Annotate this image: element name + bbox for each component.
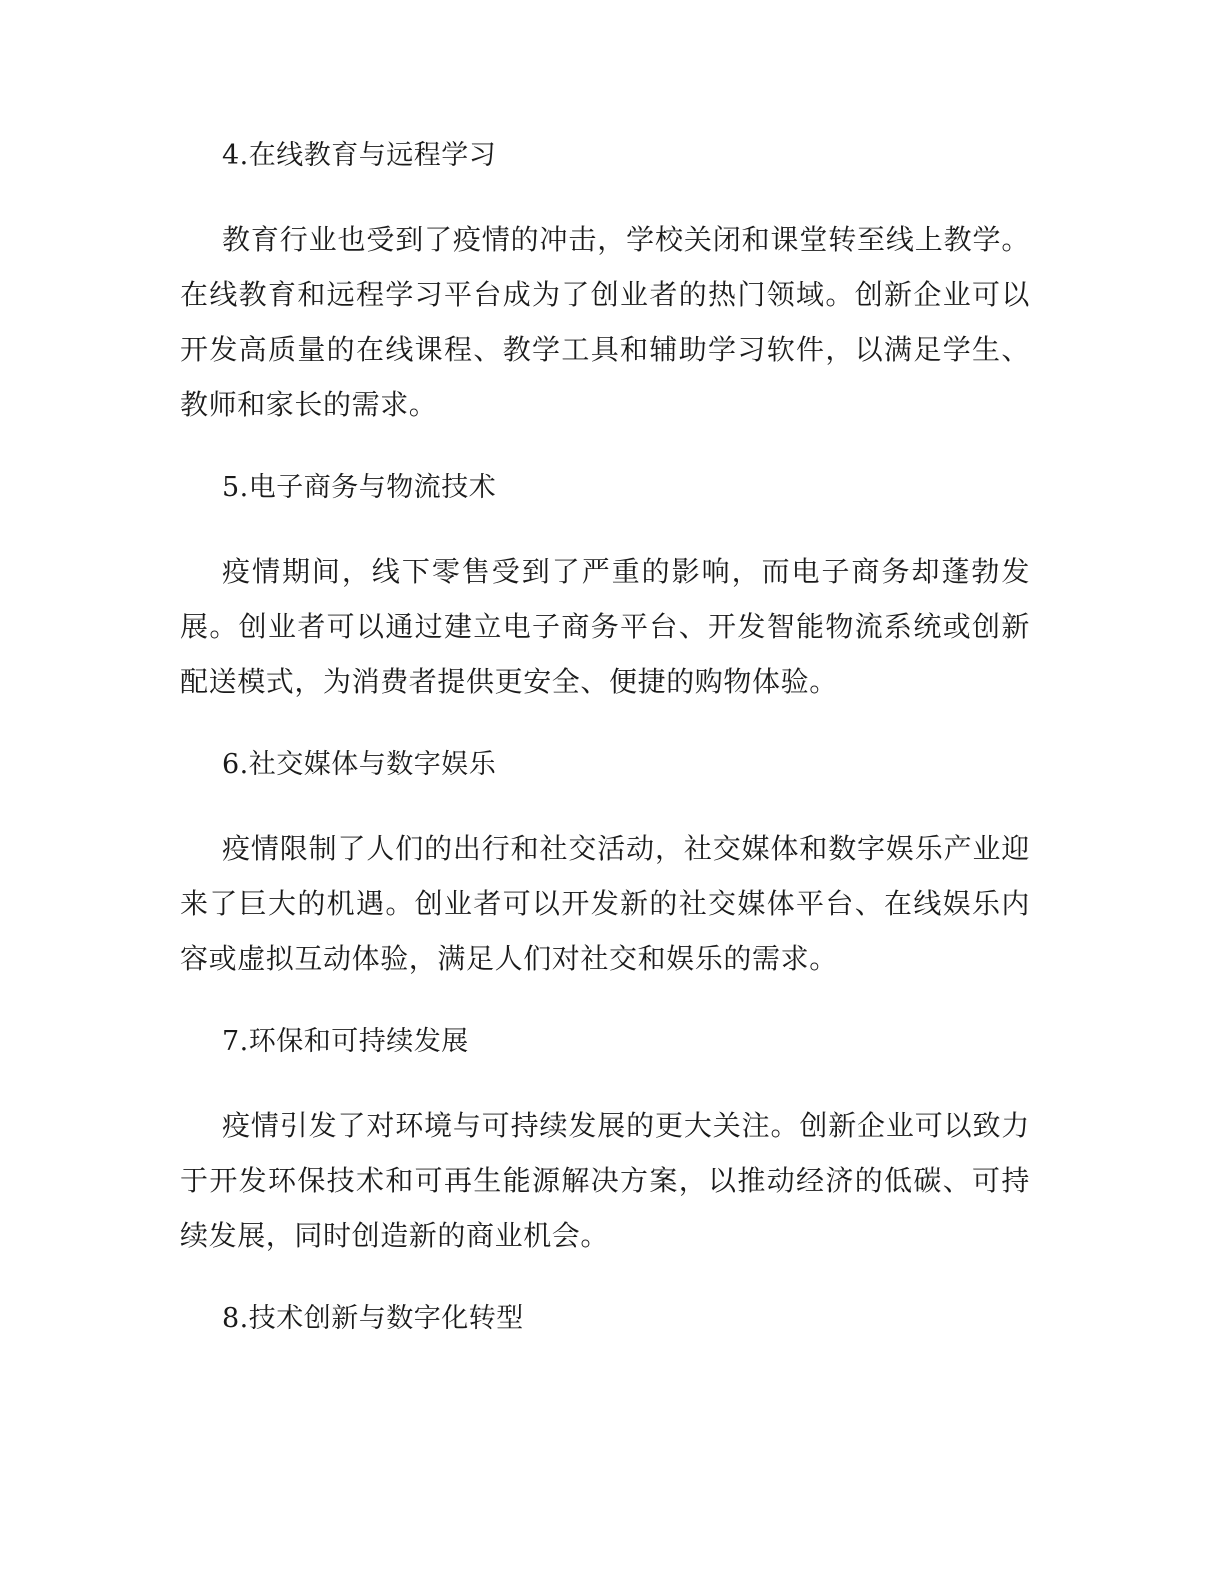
- section-heading: 7.环保和可持续发展: [222, 1026, 469, 1057]
- section-paragraph: 教育行业也受到了疫情的冲击，学校关闭和课堂转至线上教学。在线教育和远程学习平台成为了创业者的热门领域。创新企业可以开发高质量的在线课程、教学工具和辅助学习软件，以满足学生、教师和家长的需求。: [180, 223, 1030, 421]
- section-paragraph: 疫情期间，线下零售受到了严重的影响，而电子商务却蓬勃发展。创业者可以通过建立电子商务平台、开发智能物流系统或创新配送模式，为消费者提供更安全、便捷的购物体验。: [180, 555, 1030, 698]
- section-paragraph: 疫情限制了人们的出行和社交活动，社交媒体和数字娱乐产业迎来了巨大的机遇。创业者可以开发新的社交媒体平台、在线娱乐内容或虚拟互动体验，满足人们对社交和娱乐的需求。: [180, 832, 1030, 975]
- section-paragraph: 疫情引发了对环境与可持续发展的更大关注。创新企业可以致力于开发环保技术和可再生能源解决方案，以推动经济的低碳、可持续发展，同时创造新的商业机会。: [180, 1109, 1030, 1252]
- section-heading: 8.技术创新与数字化转型: [222, 1303, 524, 1334]
- section-heading: 6.社交媒体与数字娱乐: [222, 749, 497, 780]
- section-heading: 5.电子商务与物流技术: [222, 472, 497, 503]
- section-heading: 4.在线教育与远程学习: [222, 140, 497, 171]
- document-page: [180, 128, 1030, 1375]
